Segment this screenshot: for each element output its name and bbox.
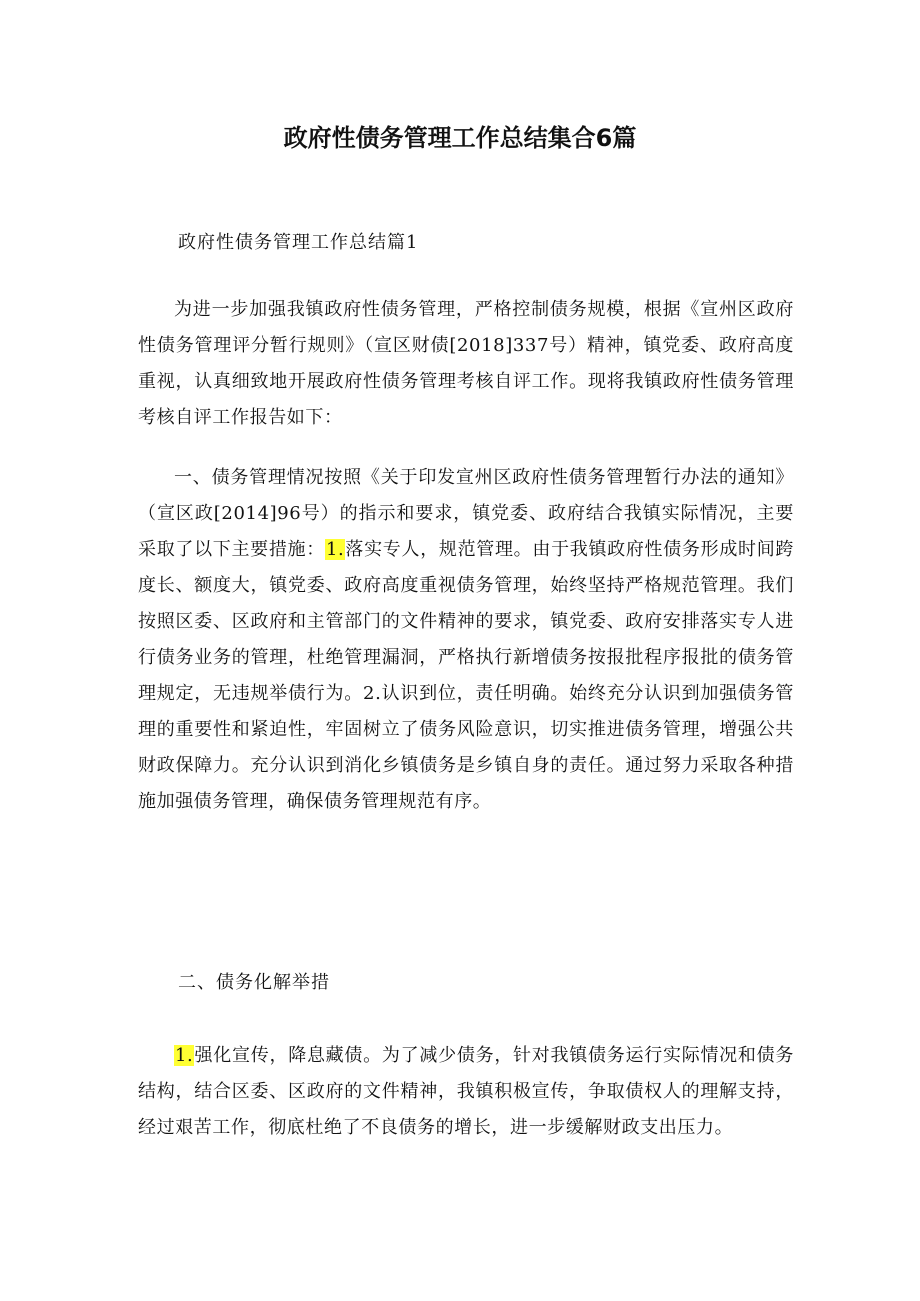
paragraph-text: 落实专人，规范管理。由于我镇政府性债务形成时间跨度长、额度大，镇党委、政府高度重视债务管理，始终坚持严格规范管理。我们按照区委、区政府和主管部门的文件精神的要求，镇党委、政府安排落实专人进行债务业务的管理，杜绝管理漏洞，严格执行新增债务按报批程序报批的债务管理规定，无违规举债行为。2.认识到位，责任明确。始终充分认识到加强债务管理的重要性和紧迫性，牢固树立了债务风险意识，切实推进债务管理，增强公共财政保障力。充分认识到消化乡镇债务是乡镇自身的责任。通过努力采取各种措施加强债务管理，确保债务管理规范有序。 [138, 539, 794, 812]
paragraph-intro: 为进一步加强我镇政府性债务管理，严格控制债务规模，根据《宣州区政府性债务管理评分暂行规则》（宣区财债[2018]337号）精神，镇党委、政府高度重视，认真细致地开展政府性债务管理考核自评工作。现将我镇政府性债务管理考核自评工作报告如下： [138, 299, 794, 428]
paragraph-text: 一、债务管理情况按照《关于印发宣州区政府性债务管理暂行办法的通知》（宣区政[2014]96号）的指示和要求，镇党委、政府结合我镇实际情况，主要采取了以下主要措施： [138, 467, 794, 560]
section-heading-debt-resolution: 二、债务化解举措 [178, 972, 330, 993]
section-subheading: 政府性债务管理工作总结篇1 [178, 232, 419, 253]
highlighted-marker: 1. [325, 539, 345, 560]
document-title: 政府性债务管理工作总结集合6篇 [283, 124, 637, 152]
paragraph-publicity [138, 1038, 794, 1146]
paragraph-text: 强化宣传，降息藏债。为了减少债务，针对我镇债务运行实际情况和债务结构，结合区委、区政府的文件精神，我镇积极宣传，争取债权人的理解支持，经过艰苦工作，彻底杜绝了不良债务的增长，进一步缓解财政支出压力。 [138, 1045, 794, 1138]
highlighted-marker: 1. [175, 1045, 194, 1066]
paragraph-debt-management [138, 460, 794, 820]
